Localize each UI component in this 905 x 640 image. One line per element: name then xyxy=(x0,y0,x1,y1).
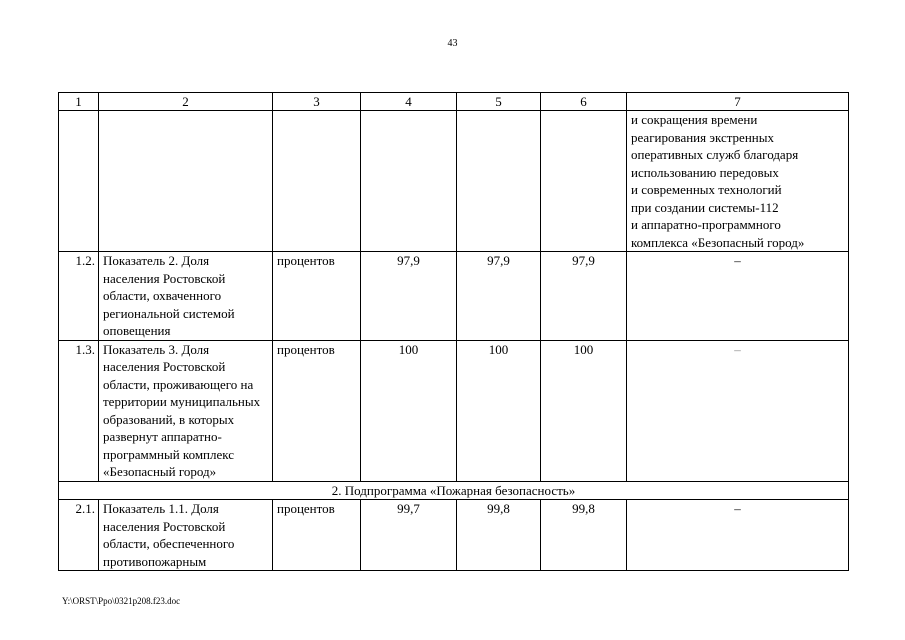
column-header-2: 2 xyxy=(99,93,273,111)
note-line: реагирования экстренных xyxy=(631,129,774,145)
row-code: 2.1. xyxy=(59,500,99,571)
note-dash: – xyxy=(627,252,849,341)
value-cell: 97,9 xyxy=(361,252,457,341)
unit-cell: процентов xyxy=(273,340,361,481)
note-line: и сокращения времени xyxy=(631,112,758,127)
table-row xyxy=(59,340,849,481)
footer-file-path: Y:\ORST\Ppo\0321p208.f23.doc xyxy=(62,596,181,606)
empty-cell xyxy=(59,111,99,252)
unit-cell: процентов xyxy=(273,252,361,341)
note-line: при создании системы-112 xyxy=(631,199,779,215)
note-dash: – xyxy=(627,340,849,481)
note-line: комплекса «Безопасный город» xyxy=(631,234,805,250)
row-code: 1.3. xyxy=(59,340,99,481)
value-cell: 100 xyxy=(541,340,627,481)
note-dash: – xyxy=(627,500,849,571)
column-header-4: 4 xyxy=(361,93,457,111)
table-row xyxy=(59,252,849,341)
indicator-name: Показатель 1.1. Доля населения Ростовской области, обеспеченного противопожарным xyxy=(99,500,273,571)
value-cell: 97,9 xyxy=(541,252,627,341)
column-header-6: 6 xyxy=(541,93,627,111)
note-line: и аппаратно-программного xyxy=(631,217,781,232)
header-row xyxy=(59,93,849,111)
empty-cell xyxy=(273,111,361,252)
unit-cell: процентов xyxy=(273,500,361,571)
column-header-3: 3 xyxy=(273,93,361,111)
note-cell xyxy=(627,111,849,252)
section-title: 2. Подпрограмма «Пожарная безопасность» xyxy=(59,481,849,500)
value-cell: 100 xyxy=(361,340,457,481)
page-number: 43 xyxy=(447,38,458,49)
value-cell: 99,7 xyxy=(361,500,457,571)
indicator-table xyxy=(58,92,849,571)
table-row xyxy=(59,500,849,571)
indicator-name: Показатель 3. Доля населения Ростовской области, проживающего на территории муниципальных образований, в которых развернут аппаратно-программный комплекс «Безопасный город» xyxy=(99,340,273,481)
empty-cell xyxy=(457,111,541,252)
section-row xyxy=(59,481,849,500)
column-header-1: 1 xyxy=(59,93,99,111)
empty-cell xyxy=(541,111,627,252)
note-line: оперативных служб благодаря xyxy=(631,147,799,162)
value-cell: 99,8 xyxy=(457,500,541,571)
value-cell: 100 xyxy=(457,340,541,481)
row-code: 1.2. xyxy=(59,252,99,341)
empty-cell xyxy=(99,111,273,252)
column-header-7: 7 xyxy=(627,93,849,111)
continuation-row xyxy=(59,111,849,252)
value-cell: 99,8 xyxy=(541,500,627,571)
column-header-5: 5 xyxy=(457,93,541,111)
empty-cell xyxy=(361,111,457,252)
note-line: использованию передовых xyxy=(631,164,779,180)
value-cell: 97,9 xyxy=(457,252,541,341)
note-line: и современных технологий xyxy=(631,182,782,197)
indicator-name: Показатель 2. Доля населения Ростовской области, охваченного региональной системой оповещения xyxy=(99,252,273,341)
